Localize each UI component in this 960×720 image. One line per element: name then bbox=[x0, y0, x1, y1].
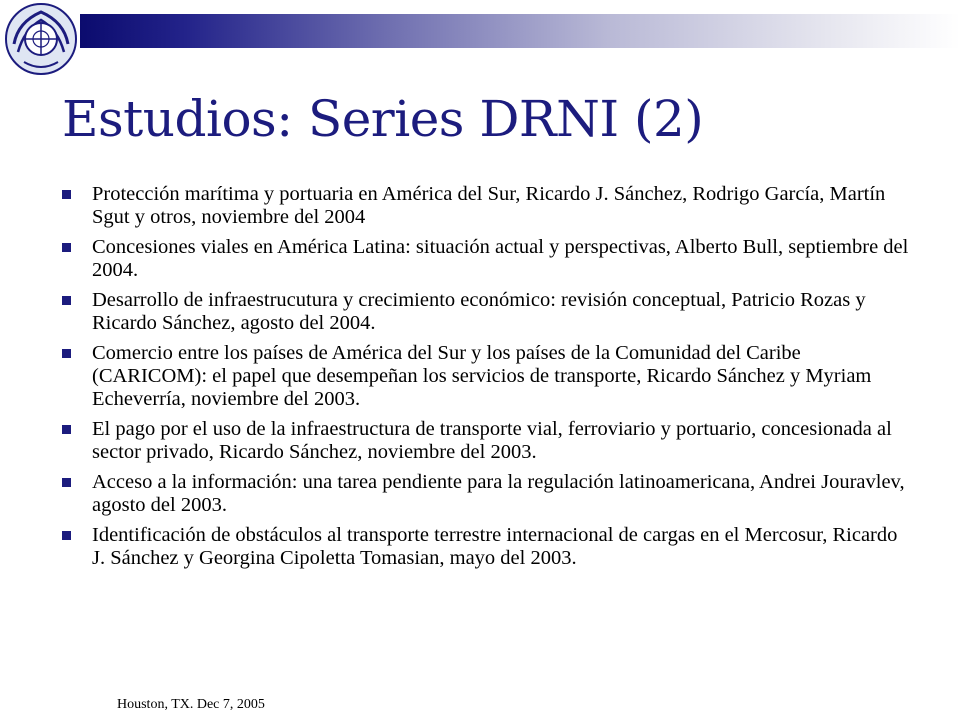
list-item bbox=[62, 183, 912, 229]
page-title: Estudios: Series DRNI (2) bbox=[62, 90, 704, 148]
footer-date: Houston, TX. Dec 7, 2005 bbox=[117, 697, 265, 712]
list-item-text: El pago por el uso de la infraestructura de transporte vial, ferroviario y portuario, concesionada al sector privado, Ricardo Sánchez, noviembre del 2003. bbox=[92, 418, 892, 463]
list-item bbox=[62, 471, 912, 517]
un-emblem-icon bbox=[4, 2, 78, 76]
square-bullet-icon bbox=[62, 190, 71, 199]
square-bullet-icon bbox=[62, 425, 71, 434]
list-item-text: Acceso a la información: una tarea pendiente para la regulación latinoamericana, Andrei Jouravlev, agosto del 2003. bbox=[92, 471, 905, 516]
bullet-list bbox=[62, 183, 912, 577]
square-bullet-icon bbox=[62, 296, 71, 305]
list-item-text: Protección marítima y portuaria en América del Sur, Ricardo J. Sánchez, Rodrigo García, Martín Sgut y otros, noviembre del 2004 bbox=[92, 183, 886, 228]
square-bullet-icon bbox=[62, 531, 71, 540]
square-bullet-icon bbox=[62, 349, 71, 358]
list-item bbox=[62, 524, 912, 570]
list-item-text: Desarrollo de infraestrucutura y crecimiento económico: revisión conceptual, Patricio Rozas y Ricardo Sánchez, agosto del 2004. bbox=[92, 289, 866, 334]
square-bullet-icon bbox=[62, 243, 71, 252]
header-gradient-bar bbox=[80, 14, 960, 48]
list-item-text: Concesiones viales en América Latina: situación actual y perspectivas, Alberto Bull, septiembre del 2004. bbox=[92, 236, 909, 281]
list-item bbox=[62, 289, 912, 335]
list-item-text: Identificación de obstáculos al transporte terrestre internacional de cargas en el Mercosur, Ricardo J. Sánchez y Georgina Cipoletta Tomasian, mayo del 2003. bbox=[92, 524, 898, 569]
list-item-text: Comercio entre los países de América del Sur y los países de la Comunidad del Caribe (CARICOM): el papel que desempeñan los servicios de transporte, Ricardo Sánchez y Myriam Echeverría, noviembre del 2003. bbox=[92, 342, 872, 410]
list-item bbox=[62, 342, 912, 411]
square-bullet-icon bbox=[62, 478, 71, 487]
list-item bbox=[62, 236, 912, 282]
list-item bbox=[62, 418, 912, 464]
